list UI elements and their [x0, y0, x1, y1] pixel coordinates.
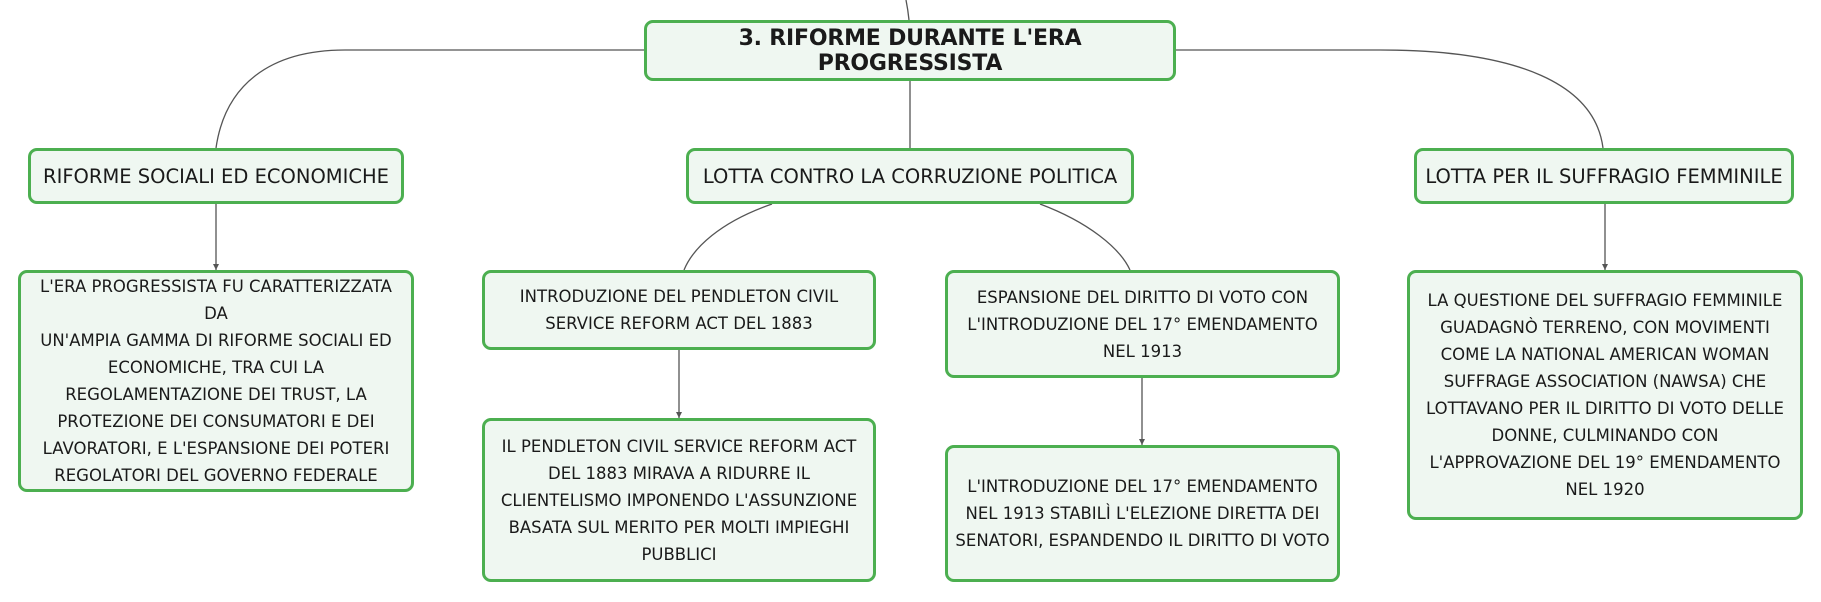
text-line: INTRODUZIONE DEL PENDLETON CIVIL	[519, 287, 839, 306]
text-line: BASATA SUL MERITO PER MOLTI IMPIEGHI	[508, 517, 850, 537]
topic-label: RIFORME SOCIALI ED ECONOMICHE	[43, 164, 389, 188]
subtopic-17th-amendment-detail[interactable]	[945, 445, 1340, 582]
connector-root-to-social	[216, 50, 644, 148]
connector-corruption-to-17th	[1040, 204, 1130, 270]
text-line: COME LA NATIONAL AMERICAN WOMAN	[1440, 345, 1770, 364]
text-line: L'INTRODUZIONE DEL 17° EMENDAMENTO	[967, 477, 1318, 496]
text-line: REGOLAMENTAZIONE DEI TRUST, LA	[65, 385, 367, 404]
topic-label: LOTTA PER IL SUFFRAGIO FEMMINILE	[1425, 164, 1783, 188]
connector-root-to-suffrage	[1176, 50, 1603, 148]
text-line: LOTTAVANO PER IL DIRITTO DI VOTO DELLE	[1426, 399, 1784, 418]
text-line: ECONOMICHE, TRA CUI LA	[107, 358, 325, 377]
text-line: ESPANSIONE DEL DIRITTO DI VOTO CON	[976, 287, 1309, 307]
text-line: SERVICE REFORM ACT DEL 1883	[545, 314, 813, 333]
subtopic-text	[949, 473, 1335, 554]
subtopic-text	[1420, 287, 1790, 503]
subtopic-text	[21, 273, 411, 489]
connector-corruption-to-pendleton	[684, 204, 772, 270]
subtopic-17th-amendment[interactable]	[945, 270, 1340, 378]
subtopic-suffrage-detail[interactable]	[1407, 270, 1803, 520]
text-line: LA QUESTIONE DEL SUFFRAGIO FEMMINILE	[1427, 291, 1783, 310]
text-line: PROTEZIONE DEI CONSUMATORI E DEI	[57, 412, 375, 431]
topic-social-economic-reforms[interactable]	[28, 148, 404, 204]
text-line: UN'AMPIA GAMMA DI RIFORME SOCIALI ED	[40, 331, 392, 350]
subtopic-text	[961, 284, 1323, 365]
text-line: SUFFRAGE ASSOCIATION (NAWSA) CHE	[1443, 372, 1767, 391]
text-line: L'INTRODUZIONE DEL 17° EMENDAMENTO	[967, 314, 1318, 334]
subtopic-pendleton-act-detail[interactable]	[482, 418, 876, 582]
text-line: L'APPROVAZIONE DEL 19° EMENDAMENTO	[1429, 453, 1781, 472]
subtopic-social-reforms-detail[interactable]	[18, 270, 414, 492]
text-line: DONNE, CULMINANDO CON	[1491, 426, 1719, 445]
text-line: GUADAGNÒ TERRENO, CON MOVIMENTI	[1440, 318, 1770, 337]
topic-label: LOTTA CONTRO LA CORRUZIONE POLITICA	[702, 164, 1118, 188]
text-line: LAVORATORI, E L'ESPANSIONE DEI POTERI	[42, 439, 390, 458]
text-line: SENATORI, ESPANDENDO IL DIRITTO DI VOTO	[955, 531, 1330, 550]
text-line: DEL 1883 MIRAVA A RIDURRE IL	[547, 463, 810, 483]
subtopic-text	[495, 433, 863, 568]
subtopic-text	[514, 283, 844, 337]
subtopic-pendleton-act[interactable]	[482, 270, 876, 350]
topic-women-suffrage[interactable]	[1414, 148, 1794, 204]
text-line: REGOLATORI DEL GOVERNO FEDERALE	[54, 466, 378, 485]
text-line: NEL 1920	[1565, 480, 1645, 499]
topic-fight-political-corruption[interactable]	[686, 148, 1134, 204]
text-line: PUBBLICI	[641, 544, 717, 564]
root-topic-node[interactable]	[644, 20, 1176, 81]
text-line: NEL 1913	[1102, 341, 1183, 361]
root-topic-label: 3. RIFORME DURANTE L'ERA PROGRESSISTA	[738, 25, 1082, 76]
text-line: IL PENDLETON CIVIL SERVICE REFORM ACT	[501, 436, 857, 456]
text-line: NEL 1913 STABILÌ L'ELEZIONE DIRETTA DEI	[965, 504, 1320, 523]
connector-parent-to-root	[906, 0, 909, 20]
text-line: L'ERA PROGRESSISTA FU CARATTERIZZATA DA	[40, 277, 392, 323]
text-line: CLIENTELISMO IMPONENDO L'ASSUNZIONE	[500, 490, 858, 510]
